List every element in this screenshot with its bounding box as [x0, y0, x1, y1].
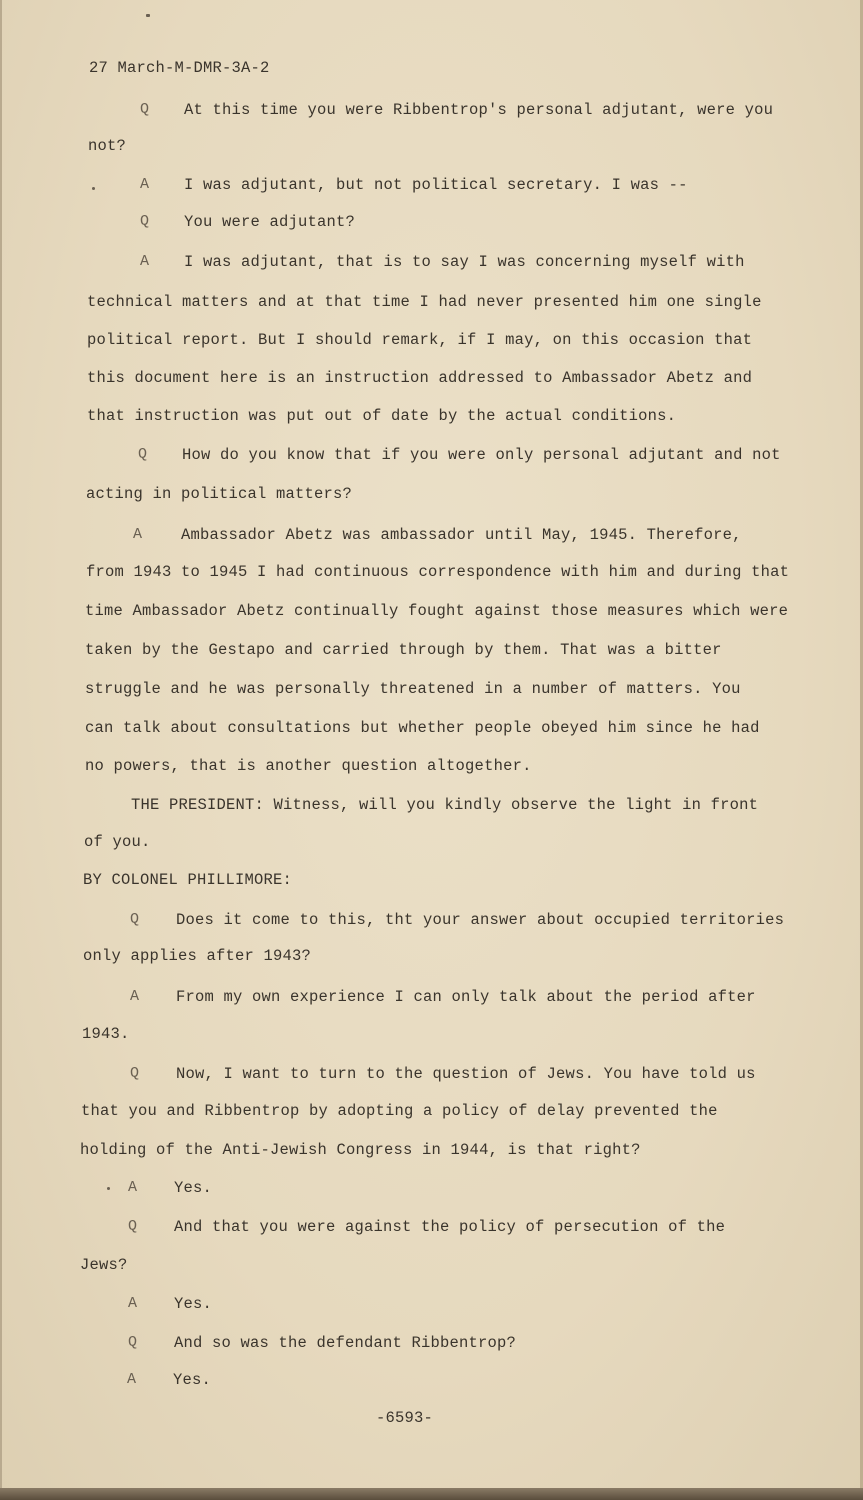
transcript-line: I was adjutant, but not political secretary. I was -- [184, 176, 688, 194]
speaker-label: A [130, 988, 140, 1005]
speaker-label: A [128, 1179, 138, 1196]
speaker-label: A [127, 1371, 137, 1388]
transcript-line: How do you know that if you were only personal adjutant and not [182, 446, 781, 464]
transcript-line: holding of the Anti-Jewish Congress in 1944, is that right? [80, 1141, 641, 1159]
transcript-line: that you and Ribbentrop by adopting a policy of delay prevented the [81, 1102, 718, 1120]
transcript-line: Yes. [174, 1295, 213, 1313]
transcript-line: not? [88, 137, 127, 155]
transcript-line: THE PRESIDENT: Witness, will you kindly observe the light in front [131, 796, 759, 814]
transcript-line: And that you were against the policy of persecution of the [174, 1218, 726, 1236]
transcript-line: technical matters and at that time I had never presented him one single [87, 293, 762, 311]
transcript-line: acting in political matters? [86, 485, 353, 503]
transcript-line: taken by the Gestapo and carried through by them. That was a bitter [85, 641, 722, 659]
speaker-label: A [140, 176, 150, 193]
speaker-label: A [140, 253, 150, 270]
transcript-line: You were adjutant? [184, 213, 356, 231]
transcript-line: Jews? [80, 1256, 128, 1274]
document-header: 27 March-M-DMR-3A-2 [89, 59, 270, 77]
speaker-label: Q [130, 911, 140, 928]
transcript-line: At this time you were Ribbentrop's personal adjutant, were you [184, 101, 774, 119]
transcript-line: can talk about consultations but whether people obeyed him since he had [85, 719, 760, 737]
transcript-line: BY COLONEL PHILLIMORE: [83, 871, 293, 889]
speaker-label: Q [128, 1334, 138, 1351]
stray-dot [92, 187, 95, 190]
transcript-line: Ambassador Abetz was ambassador until May, 1945. Therefore, [181, 526, 742, 544]
transcript-line: And so was the defendant Ribbentrop? [174, 1334, 517, 1352]
speaker-label: Q [128, 1218, 138, 1235]
transcript-line: only applies after 1943? [83, 947, 312, 965]
transcript-line: Does it come to this, tht your answer about occupied territories [176, 911, 785, 929]
stray-dot [107, 1187, 110, 1190]
transcript-line: time Ambassador Abetz continually fought against those measures which were [85, 602, 789, 620]
transcript-line: no powers, that is another question altogether. [85, 757, 532, 775]
transcript-line: that instruction was put out of date by the actual conditions. [87, 407, 677, 425]
speaker-label: A [128, 1295, 138, 1312]
speaker-label: Q [140, 101, 150, 118]
transcript-line: I was adjutant, that is to say I was concerning myself with [184, 253, 745, 271]
transcript-line: this document here is an instruction addressed to Ambassador Abetz and [87, 369, 753, 387]
transcript-line: of you. [84, 833, 151, 851]
speaker-label: Q [138, 446, 148, 463]
transcript-line: struggle and he was personally threatened in a number of matters. You [85, 680, 741, 698]
page-left-edge [0, 0, 2, 1500]
stray-mark [146, 14, 150, 17]
transcript-line: from 1943 to 1945 I had continuous correspondence with him and during that [86, 563, 790, 581]
page-bottom-edge [0, 1488, 863, 1500]
speaker-label: Q [140, 213, 150, 230]
transcript-line: Now, I want to turn to the question of Jews. You have told us [176, 1065, 756, 1083]
transcript-line: From my own experience I can only talk about the period after [176, 988, 756, 1006]
transcript-line: Yes. [174, 1179, 213, 1197]
transcript-line: 1943. [82, 1025, 130, 1043]
page-number: -6593- [376, 1409, 434, 1427]
transcript-line: Yes. [173, 1371, 212, 1389]
speaker-label: Q [130, 1065, 140, 1082]
transcript-line: political report. But I should remark, if I may, on this occasion that [87, 331, 753, 349]
speaker-label: A [133, 526, 143, 543]
